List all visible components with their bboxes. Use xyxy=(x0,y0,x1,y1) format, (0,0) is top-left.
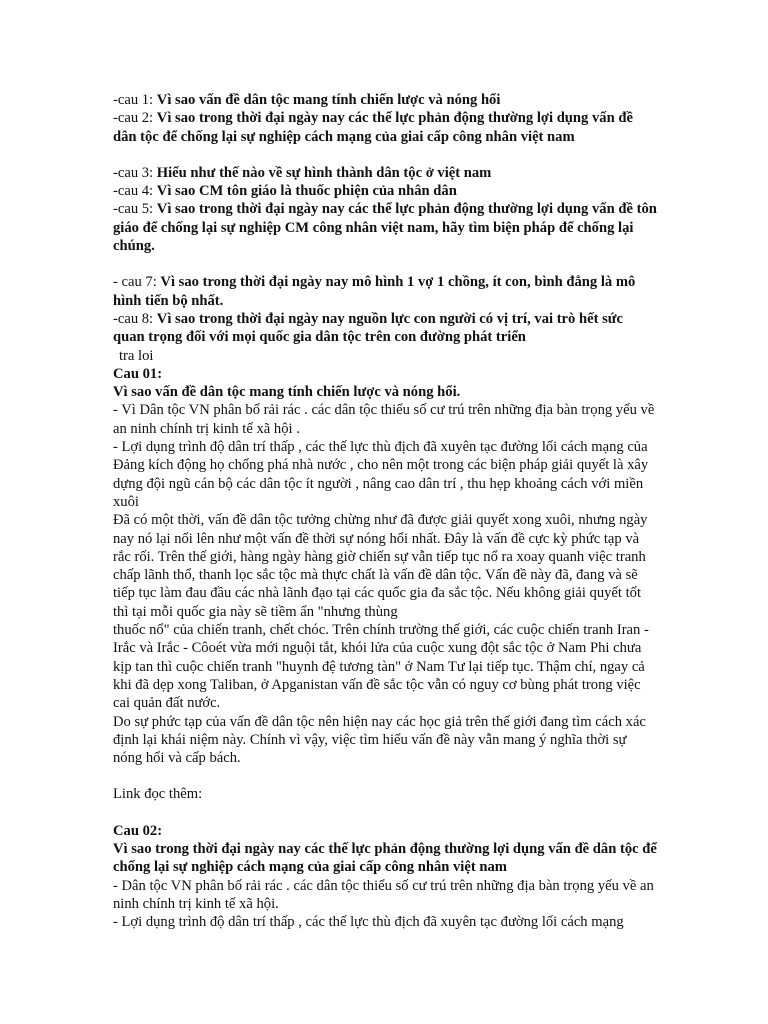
question-prefix: -cau 3: xyxy=(113,164,154,181)
spacer xyxy=(113,804,658,822)
question-text: Vì sao CM tôn giáo là thuốc phiện của nhân dân xyxy=(156,183,457,200)
tra-loi-label: tra loi xyxy=(119,347,154,364)
answer-paragraph: thuốc nổ" của chiến tranh, chết chóc. Trên chính trường thế giới, các cuộc chiến tranh Iran - Irắc và Irắc - Côoét vừa mới nguội tắt, khói lửa của cuộc xung đột sắc tộc ở Nam Phi chưa kịp tan thì cuộc chiến tranh "huynh đệ tương tàn" ở Nam Tư lại tiếp tục. Thậm chí, ngay cả khi đã dẹp xong Taliban, ở Apganistan vấn đề sắc tộc vẫn có nguy cơ bùng phát trong việc cai quản đất nước. xyxy=(113,622,649,712)
question-3 xyxy=(113,164,658,182)
question-list xyxy=(113,91,658,347)
answer-2 xyxy=(113,822,658,932)
question-8 xyxy=(113,310,658,347)
answer-title: Vì sao trong thời đại ngày nay các thế lực phản động thường lợi dụng vấn đề dân tộc để chống lại sự nghiệp cách mạng của giai cấp công nhân việt nam xyxy=(113,840,657,876)
question-prefix: -cau 4: xyxy=(113,183,154,200)
answer-paragraph: - Vì Dân tộc VN phân bố rải rác . các dân tộc thiểu số cư trú trên những địa bàn trọng yếu về an ninh chính trị kinh tế xã hội . xyxy=(113,402,655,437)
question-prefix: -cau 1: xyxy=(113,92,154,108)
question-prefix: -cau 2: xyxy=(113,110,154,127)
question-text: Vì sao trong thời đại ngày nay mô hình 1 vợ 1 chồng, ít con, bình đẳng là mô hình tiến bộ nhất. xyxy=(113,274,636,309)
answer-1 xyxy=(113,365,658,804)
answer-heading: Cau 02: xyxy=(113,822,163,839)
question-7 xyxy=(113,273,658,310)
question-prefix: -cau 8: xyxy=(113,310,154,327)
answer-paragraph: - Lợi dụng trình độ dân trí thấp , các thế lực thù địch đã xuyên tạc đường lối cách mạng xyxy=(113,914,624,931)
answer-heading: Cau 01: xyxy=(113,365,163,382)
question-1 xyxy=(113,91,658,109)
answer-paragraph: - Lợi dụng trình độ dân trí thấp , các thế lực thù địch đã xuyên tạc đường lối cách mạng của Đảng kích động họ chống phá nhà nước , cho nên một trong các biện pháp giải quyết là xây dựng đội ngũ cán bộ các dân tộc ít người , nâng cao dân trí , thu hẹp khoảng cách với miền xuôi xyxy=(113,439,649,510)
answer-title: Vì sao vấn đề dân tộc mang tính chiến lược và nóng hổi. xyxy=(113,384,461,401)
spacer xyxy=(113,255,658,273)
question-text: Vì sao trong thời đại ngày nay nguồn lực con người có vị trí, vai trò hết sức quan trọng đối với mọi quốc gia dân tộc trên con đường phát triển xyxy=(113,310,623,346)
question-text: Hiểu như thế nào về sự hình thành dân tộc ở việt nam xyxy=(156,164,492,181)
document-body xyxy=(113,91,658,931)
question-prefix: -cau 5: xyxy=(113,201,154,218)
question-5 xyxy=(113,200,658,255)
question-text: Vì sao vấn đề dân tộc mang tính chiến lược và nóng hổi xyxy=(156,92,501,108)
answer-paragraph: Đã có một thời, vấn đề dân tộc tưởng chừng như đã được giải quyết xong xuôi, nhưng ngày nay nó lại nổi lên như một vấn đề thời sự nóng hổi nhất. Đây là vấn đề cực kỳ phức tạp và rắc rối. Trên thế giới, hàng ngày hàng giờ chiến sự vẫn tiếp tục nổ ra xoay quanh việc tranh chấp lãnh thổ, thanh lọc sắc tộc mà thực chất là vấn đề dân tộc. Vấn đề này đã, đang và sẽ tiếp tục làm đau đầu các nhà lãnh đạo tại các quốc gia đa sắc tộc. Nếu không giải quyết tốt thì tại mỗi quốc gia này sẽ tiềm ẩn "nhưng thùng xyxy=(113,512,648,620)
question-2 xyxy=(113,109,658,146)
answer-paragraph: Do sự phức tạp của vấn đề dân tộc nên hiện nay các học giả trên thế giới đang tìm cách xác định lại khái niệm này. Chính vì vậy, việc tìm hiểu vấn đề này vẫn mang ý nghĩa thời sự nóng hổi và cấp bách. xyxy=(113,713,646,767)
answer-paragraph: - Dân tộc VN phân bố rải rác . các dân tộc thiểu số cư trú trên những địa bàn trọng yếu về an ninh chính trị kinh tế xã hội. xyxy=(113,877,654,912)
question-prefix: - cau 7: xyxy=(113,274,157,291)
read-more-link[interactable]: Link đọc thêm: xyxy=(113,786,203,803)
question-text: Vì sao trong thời đại ngày nay các thế lực phản động thường lợi dụng vấn đề dân tộc để chống lại sự nghiệp cách mạng của giai cấp công nhân việt nam xyxy=(113,110,633,145)
spacer xyxy=(113,146,658,164)
question-4 xyxy=(113,182,658,200)
spacer xyxy=(113,767,658,785)
question-text: Vì sao trong thời đại ngày nay các thế lực phản động thường lợi dụng vấn đề tôn giáo để chống lại sự nghiệp CM công nhân việt nam, hãy tìm biện pháp để chống lại chúng. xyxy=(113,201,657,255)
